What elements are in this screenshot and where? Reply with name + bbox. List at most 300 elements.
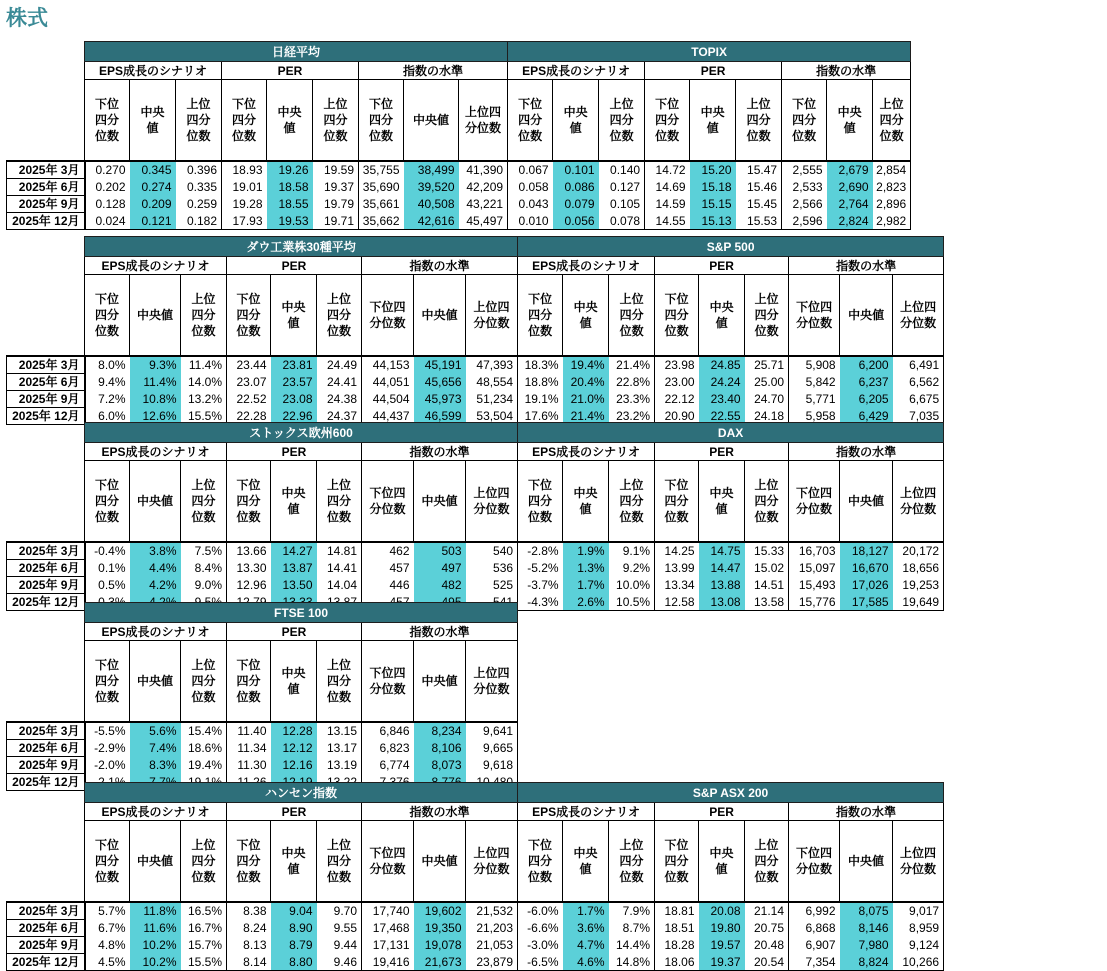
dow-cell: 44,504 bbox=[372, 392, 410, 406]
dax-per-lower_q-header: 下位四分位数 bbox=[655, 461, 699, 543]
stoxx-cell: 14.27 bbox=[271, 542, 317, 560]
dow-cell: 24.37 bbox=[317, 408, 362, 425]
dax-cell: -2.8% bbox=[518, 542, 563, 560]
dow-cell: 6.0% bbox=[85, 408, 130, 425]
hangseng-cell: 8.14 bbox=[227, 954, 271, 971]
topix-cell: 14.72 bbox=[645, 161, 690, 179]
asx-cell: 20.08 bbox=[699, 902, 745, 920]
ftse-group-index: 指数の水準 bbox=[362, 623, 518, 641]
table-row bbox=[7, 577, 944, 594]
hangseng-cell: 9.55 bbox=[317, 920, 362, 937]
nikkei-cell: 0.274 bbox=[130, 179, 176, 196]
dow-index-lower_q-header: 下位四分位数 bbox=[362, 275, 414, 357]
sp500-cell: 21.4% bbox=[609, 356, 655, 374]
stoxx-cell: 13.66 bbox=[227, 542, 271, 560]
topix-cell: 15.15 bbox=[690, 196, 736, 213]
dow-group-per: PER bbox=[227, 257, 362, 275]
stoxx-eps-lower_q-header: 下位四分位数 bbox=[85, 461, 130, 543]
nikkei-cell: 35,661 bbox=[362, 197, 400, 211]
asx-cell: 18.06 bbox=[655, 954, 699, 971]
ftse-cell: 8,234 bbox=[414, 722, 466, 740]
dax-cell: 12.58 bbox=[655, 594, 699, 611]
asx-title: S&P ASX 200 bbox=[518, 783, 944, 803]
dow-cell: 23.81 bbox=[271, 356, 317, 374]
asx-cell: 3.6% bbox=[563, 920, 609, 937]
dax-cell: 19,253 bbox=[893, 577, 944, 594]
stoxx-cell: 482 bbox=[414, 577, 466, 594]
asx-per-upper_q-header: 上位四分位数 bbox=[745, 821, 789, 903]
dow-cell: 44,051 bbox=[372, 375, 410, 389]
topix-cell: 14.55 bbox=[645, 213, 690, 230]
dow-group-index: 指数の水準 bbox=[362, 257, 518, 275]
topix-cell: 0.010 bbox=[508, 213, 553, 230]
hangseng-cell: 11.8% bbox=[130, 902, 181, 920]
asx-cell: 19.57 bbox=[699, 937, 745, 954]
ftse-cell: 9,641 bbox=[466, 722, 518, 740]
dax-cell: 1.3% bbox=[563, 560, 609, 577]
topix-cell: 2,596 bbox=[782, 213, 827, 230]
hangseng-cell: 19,602 bbox=[414, 902, 466, 920]
hangseng-index-median-header: 中央値 bbox=[414, 821, 466, 903]
sp500-cell: 20.4% bbox=[563, 374, 609, 391]
stoxx-cell: 4.4% bbox=[130, 560, 181, 577]
sp500-cell: 6,200 bbox=[840, 356, 893, 374]
table-row bbox=[7, 391, 944, 408]
dax-cell: 18,656 bbox=[893, 560, 944, 577]
table-row bbox=[7, 560, 944, 577]
sp500-cell: 25.71 bbox=[745, 356, 789, 374]
hangseng-cell: 9.44 bbox=[317, 937, 362, 954]
table-row bbox=[7, 740, 518, 757]
sp500-cell: 24.70 bbox=[745, 391, 789, 408]
asx-cell: 20.75 bbox=[745, 920, 789, 937]
dow-cell: 45,656 bbox=[414, 374, 466, 391]
stoxx-cell: 13.30 bbox=[236, 561, 267, 575]
topix-title: TOPIX bbox=[508, 42, 911, 62]
ftse-group-eps: EPS成長のシナリオ bbox=[85, 623, 227, 641]
sp500-cell: 5,771 bbox=[805, 392, 836, 406]
sp500-group-per: PER bbox=[655, 257, 789, 275]
dax-group-index: 指数の水準 bbox=[789, 443, 944, 461]
dow-cell: 23.44 bbox=[227, 356, 271, 374]
hangseng-cell: 8.13 bbox=[243, 938, 267, 952]
dax-cell: -3.7% bbox=[518, 577, 563, 594]
sp500-index-lower_q-header: 下位四分位数 bbox=[789, 275, 840, 357]
topix-index-median-header: 中央値 bbox=[827, 80, 873, 162]
dow-cell: 46,599 bbox=[414, 408, 466, 425]
topix-cell: 0.056 bbox=[553, 213, 599, 230]
hangseng-group-eps: EPS成長のシナリオ bbox=[85, 803, 227, 821]
asx-cell: 8,146 bbox=[840, 920, 893, 937]
nikkei-cell: 19.59 bbox=[313, 161, 359, 179]
row-label: 2025年 6月 bbox=[7, 740, 85, 757]
table-row bbox=[7, 920, 944, 937]
topix-cell: 2,690 bbox=[827, 179, 873, 196]
hangseng-cell: 17,468 bbox=[372, 921, 410, 935]
hangseng-cell: 8.90 bbox=[271, 920, 317, 937]
stoxx-cell: -0.4% bbox=[85, 542, 130, 560]
sp500-eps-lower_q-header: 下位四分位数 bbox=[518, 275, 563, 357]
hangseng-cell: 19,078 bbox=[414, 937, 466, 954]
dax-cell: 17,026 bbox=[840, 577, 893, 594]
hangseng-cell: 19,416 bbox=[362, 954, 414, 971]
stoxx-cell: 457 bbox=[389, 561, 410, 575]
asx-cell: -6.6% bbox=[518, 920, 563, 937]
asx-index-median-header: 中央値 bbox=[840, 821, 893, 903]
stoxx-cell: 446 bbox=[389, 578, 410, 592]
dax-eps-lower_q-header: 下位四分位数 bbox=[518, 461, 563, 543]
stoxx-cell: 525 bbox=[466, 577, 518, 594]
sp500-cell: 23.2% bbox=[609, 408, 655, 425]
sp500-cell: 17.6% bbox=[518, 408, 563, 425]
nikkei-cell: 38,499 bbox=[404, 161, 459, 179]
dax-group-eps: EPS成長のシナリオ bbox=[518, 443, 655, 461]
sp500-index-median-header: 中央値 bbox=[840, 275, 893, 357]
ftse-index-lower_q-header: 下位四分位数 bbox=[362, 641, 414, 723]
topix-per-lower_q-header: 下位四分位数 bbox=[645, 80, 690, 162]
sp500-cell: 23.3% bbox=[609, 391, 655, 408]
hangseng-cell: 9.46 bbox=[317, 954, 362, 971]
nikkei-cell: 19.53 bbox=[267, 213, 313, 230]
row-label: 2025年 12月 bbox=[7, 594, 85, 611]
asx-cell: 8,824 bbox=[840, 954, 893, 971]
corner-blank bbox=[7, 603, 85, 623]
corner-blank bbox=[7, 423, 85, 443]
asx-eps-lower_q-header: 下位四分位数 bbox=[518, 821, 563, 903]
stoxx-title: ストックス欧州600 bbox=[85, 423, 518, 443]
nikkei-per-lower_q-header: 下位四分位数 bbox=[222, 80, 267, 162]
topix-per-upper_q-header: 上位四分位数 bbox=[736, 80, 782, 162]
nikkei-per-upper_q-header: 上位四分位数 bbox=[313, 80, 359, 162]
nikkei-cell: 40,508 bbox=[404, 196, 459, 213]
dax-per-median-header: 中央値 bbox=[699, 461, 745, 543]
hangseng-cell: 10.2% bbox=[130, 954, 181, 971]
nikkei-cell: 17.93 bbox=[222, 213, 267, 230]
dow-cell: 23.57 bbox=[271, 374, 317, 391]
nikkei-cell: 18.55 bbox=[267, 196, 313, 213]
asx-cell: -6.0% bbox=[518, 902, 563, 920]
topix-cell: 2,896 bbox=[873, 196, 911, 213]
topix-cell: 15.13 bbox=[690, 213, 736, 230]
dax-cell: 16,703 bbox=[789, 542, 840, 560]
row-label: 2025年 12月 bbox=[7, 213, 85, 230]
ftse-cell: 13.19 bbox=[317, 757, 362, 774]
corner-blank bbox=[7, 623, 85, 641]
dax-cell: 14.51 bbox=[745, 577, 789, 594]
dax-cell: -5.2% bbox=[518, 560, 563, 577]
dax-cell: 15,493 bbox=[798, 578, 836, 592]
row-label: 2025年 12月 bbox=[7, 774, 85, 791]
nikkei-cell: 41,390 bbox=[459, 161, 508, 179]
nikkei-cell: 19.79 bbox=[313, 196, 359, 213]
dow-cell: 9.4% bbox=[98, 375, 126, 389]
topix-cell: 0.067 bbox=[508, 161, 553, 179]
topix-cell: 2,533 bbox=[792, 180, 823, 194]
ftse-cell: 13.15 bbox=[317, 722, 362, 740]
nikkei-per-median-header: 中央値 bbox=[267, 80, 313, 162]
ftse-eps-median-header: 中央値 bbox=[130, 641, 181, 723]
sp500-title: S&P 500 bbox=[518, 237, 944, 257]
asx-group-index: 指数の水準 bbox=[789, 803, 944, 821]
dax-cell: 15.33 bbox=[745, 542, 789, 560]
ftse-cell: -2.9% bbox=[94, 741, 126, 755]
dax-cell: 14.75 bbox=[699, 542, 745, 560]
topix-index-upper_q-header: 上位四分位数 bbox=[873, 80, 911, 162]
nikkei-eps-lower_q-header: 下位四分位数 bbox=[85, 80, 130, 162]
dax-cell: 1.7% bbox=[563, 577, 609, 594]
dax-cell: 18,127 bbox=[840, 542, 893, 560]
sp500-group-eps: EPS成長のシナリオ bbox=[518, 257, 655, 275]
hangseng-cell: 9.04 bbox=[271, 902, 317, 920]
row-label: 2025年 6月 bbox=[7, 920, 85, 937]
ftse-cell: -5.5% bbox=[85, 722, 130, 740]
ftse-group-per: PER bbox=[227, 623, 362, 641]
topix-cell: 2,982 bbox=[873, 213, 911, 230]
nikkei-cell: 0.121 bbox=[130, 213, 176, 230]
hangseng-index-upper_q-header: 上位四分位数 bbox=[466, 821, 518, 903]
hangseng-cell: 23,879 bbox=[466, 954, 518, 971]
topix-cell: 15.47 bbox=[736, 161, 782, 179]
dax-title: DAX bbox=[518, 423, 944, 443]
asx-cell: 7,980 bbox=[840, 937, 893, 954]
nikkei-cell: 0.182 bbox=[176, 213, 222, 230]
table-row bbox=[7, 902, 944, 920]
dow-cell: 11.4% bbox=[130, 374, 181, 391]
ftse-cell: 9,618 bbox=[466, 757, 518, 774]
stoxx-group-eps: EPS成長のシナリオ bbox=[85, 443, 227, 461]
hangseng-cell: 4.8% bbox=[98, 938, 126, 952]
table-row bbox=[7, 196, 911, 213]
sp500-cell: 6,491 bbox=[893, 356, 944, 374]
ftse-cell: 9,665 bbox=[466, 740, 518, 757]
topix-cell: 15.45 bbox=[736, 196, 782, 213]
dow-cell: 45,191 bbox=[414, 356, 466, 374]
topix-cell: 14.59 bbox=[655, 197, 686, 211]
asx-cell: 8.7% bbox=[609, 920, 655, 937]
hangseng-eps-lower_q-header: 下位四分位数 bbox=[85, 821, 130, 903]
sp500-cell: 7,035 bbox=[893, 408, 944, 425]
sp500-cell: 19.1% bbox=[518, 391, 563, 408]
sp500-cell: 6,237 bbox=[840, 374, 893, 391]
stoxx-cell: 9.0% bbox=[181, 577, 227, 594]
ftse-cell: 6,823 bbox=[379, 741, 410, 755]
asx-eps-upper_q-header: 上位四分位数 bbox=[609, 821, 655, 903]
nikkei-cell: 42,616 bbox=[404, 213, 459, 230]
nikkei-index-upper_q-header: 上位四分位数 bbox=[459, 80, 508, 162]
topix-group-per: PER bbox=[645, 62, 782, 80]
row-label: 2025年 12月 bbox=[7, 408, 85, 425]
topix-cell: 15.53 bbox=[736, 213, 782, 230]
nikkei-eps-upper_q-header: 上位四分位数 bbox=[176, 80, 222, 162]
topix-cell: 2,854 bbox=[873, 161, 911, 179]
hangseng-cell: 15.5% bbox=[181, 954, 227, 971]
nikkei-group-per: PER bbox=[222, 62, 359, 80]
nikkei-index-median-header: 中央値 bbox=[404, 80, 459, 162]
ftse-eps-lower_q-header: 下位四分位数 bbox=[85, 641, 130, 723]
table-nikkei-topix bbox=[6, 41, 911, 230]
table-row bbox=[7, 542, 944, 560]
dow-cell: 15.5% bbox=[181, 408, 227, 425]
row-label: 2025年 9月 bbox=[7, 937, 85, 954]
ftse-cell: 18.6% bbox=[181, 740, 227, 757]
sp500-cell: 23.40 bbox=[699, 391, 745, 408]
nikkei-cell: 0.345 bbox=[130, 161, 176, 179]
stoxx-eps-median-header: 中央値 bbox=[130, 461, 181, 543]
dow-cell: 44,437 bbox=[362, 408, 414, 425]
ftse-cell: 6,846 bbox=[362, 722, 414, 740]
hangseng-cell: 16.7% bbox=[181, 920, 227, 937]
ftse-per-upper_q-header: 上位四分位数 bbox=[317, 641, 362, 723]
sp500-cell: 24.18 bbox=[745, 408, 789, 425]
table-row bbox=[7, 356, 944, 374]
dax-cell: 13.34 bbox=[664, 578, 695, 592]
ftse-cell: 12.28 bbox=[271, 722, 317, 740]
asx-cell: 18.51 bbox=[664, 921, 695, 935]
hangseng-cell: 8.80 bbox=[271, 954, 317, 971]
nikkei-group-index: 指数の水準 bbox=[359, 62, 508, 80]
dax-eps-upper_q-header: 上位四分位数 bbox=[609, 461, 655, 543]
stoxx-cell: 13.50 bbox=[271, 577, 317, 594]
ftse-cell: 8.3% bbox=[130, 757, 181, 774]
corner-blank bbox=[7, 641, 85, 723]
dow-title: ダウ工業株30種平均 bbox=[85, 237, 518, 257]
sp500-cell: 19.4% bbox=[563, 356, 609, 374]
nikkei-cell: 0.270 bbox=[85, 161, 130, 179]
row-label: 2025年 12月 bbox=[7, 954, 85, 971]
dax-cell: 14.47 bbox=[699, 560, 745, 577]
table-dow-sp500 bbox=[6, 236, 944, 425]
ftse-cell: -2.0% bbox=[94, 758, 126, 772]
dow-cell: 22.96 bbox=[271, 408, 317, 425]
nikkei-cell: 0.024 bbox=[85, 213, 130, 230]
sp500-cell: 24.24 bbox=[699, 374, 745, 391]
dax-cell: 9.1% bbox=[609, 542, 655, 560]
dow-eps-median-header: 中央値 bbox=[130, 275, 181, 357]
hangseng-index-lower_q-header: 下位四分位数 bbox=[362, 821, 414, 903]
dow-cell: 22.52 bbox=[236, 392, 267, 406]
dow-cell: 10.8% bbox=[130, 391, 181, 408]
asx-cell: 7.9% bbox=[609, 902, 655, 920]
table-row bbox=[7, 954, 944, 971]
asx-index-lower_q-header: 下位四分位数 bbox=[789, 821, 840, 903]
stoxx-cell: 0.1% bbox=[98, 561, 126, 575]
table-hangseng-asx bbox=[6, 782, 944, 971]
stoxx-cell: 497 bbox=[414, 560, 466, 577]
nikkei-cell: 19.37 bbox=[313, 179, 359, 196]
sp500-group-index: 指数の水準 bbox=[789, 257, 944, 275]
nikkei-group-eps: EPS成長のシナリオ bbox=[85, 62, 222, 80]
sp500-cell: 5,958 bbox=[789, 408, 840, 425]
nikkei-cell: 19.71 bbox=[313, 213, 359, 230]
dow-index-upper_q-header: 上位四分位数 bbox=[466, 275, 518, 357]
corner-blank bbox=[7, 803, 85, 821]
asx-per-lower_q-header: 下位四分位数 bbox=[655, 821, 699, 903]
dax-index-lower_q-header: 下位四分位数 bbox=[789, 461, 840, 543]
stoxx-cell: 14.81 bbox=[317, 542, 362, 560]
table-row bbox=[7, 179, 911, 196]
topix-cell: 15.18 bbox=[690, 179, 736, 196]
dax-per-upper_q-header: 上位四分位数 bbox=[745, 461, 789, 543]
ftse-cell: 15.4% bbox=[181, 722, 227, 740]
dax-cell: 16,670 bbox=[840, 560, 893, 577]
table-row bbox=[7, 722, 518, 740]
dax-group-per: PER bbox=[655, 443, 789, 461]
hangseng-cell: 17,131 bbox=[372, 938, 410, 952]
row-label: 2025年 9月 bbox=[7, 577, 85, 594]
dax-index-median-header: 中央値 bbox=[840, 461, 893, 543]
stoxx-cell: 4.2% bbox=[130, 577, 181, 594]
dow-cell: 51,234 bbox=[466, 391, 518, 408]
asx-cell: 20.48 bbox=[745, 937, 789, 954]
ftse-cell: 6,774 bbox=[379, 758, 410, 772]
dax-eps-median-header: 中央値 bbox=[563, 461, 609, 543]
dax-cell: -4.3% bbox=[518, 594, 563, 611]
nikkei-cell: 0.128 bbox=[95, 197, 126, 211]
table-row bbox=[7, 374, 944, 391]
table-ftse bbox=[6, 602, 518, 791]
ftse-cell: 8,106 bbox=[414, 740, 466, 757]
row-label: 2025年 6月 bbox=[7, 560, 85, 577]
asx-cell: 9,124 bbox=[893, 937, 944, 954]
sp500-cell: 6,675 bbox=[893, 391, 944, 408]
sp500-index-upper_q-header: 上位四分位数 bbox=[893, 275, 944, 357]
asx-cell: -3.0% bbox=[518, 937, 563, 954]
ftse-cell: 8,073 bbox=[414, 757, 466, 774]
asx-cell: 7,354 bbox=[789, 954, 840, 971]
dax-cell: 1.9% bbox=[563, 542, 609, 560]
topix-cell: 0.078 bbox=[599, 213, 645, 230]
asx-cell: 21.14 bbox=[745, 902, 789, 920]
asx-cell: 6,907 bbox=[805, 938, 836, 952]
stoxx-cell: 540 bbox=[466, 542, 518, 560]
dow-cell: 45,973 bbox=[414, 391, 466, 408]
asx-cell: 10,266 bbox=[893, 954, 944, 971]
ftse-index-upper_q-header: 上位四分位数 bbox=[466, 641, 518, 723]
hangseng-group-per: PER bbox=[227, 803, 362, 821]
topix-group-eps: EPS成長のシナリオ bbox=[508, 62, 645, 80]
dow-cell: 11.4% bbox=[181, 356, 227, 374]
asx-cell: 4.6% bbox=[563, 954, 609, 971]
row-label: 2025年 6月 bbox=[7, 374, 85, 391]
stoxx-cell: 12.96 bbox=[236, 578, 267, 592]
dow-cell: 44,153 bbox=[362, 356, 414, 374]
dax-cell: 10.5% bbox=[609, 594, 655, 611]
hangseng-cell: 9.70 bbox=[317, 902, 362, 920]
dow-cell: 7.2% bbox=[98, 392, 126, 406]
nikkei-cell: 19.26 bbox=[267, 161, 313, 179]
topix-cell: 2,566 bbox=[792, 197, 823, 211]
stoxx-per-lower_q-header: 下位四分位数 bbox=[227, 461, 271, 543]
dax-cell: 15,097 bbox=[798, 561, 836, 575]
stoxx-cell: 536 bbox=[466, 560, 518, 577]
dax-cell: 14.25 bbox=[655, 542, 699, 560]
topix-cell: 15.46 bbox=[736, 179, 782, 196]
hangseng-cell: 8.38 bbox=[227, 902, 271, 920]
dow-cell: 14.0% bbox=[181, 374, 227, 391]
nikkei-cell: 35,690 bbox=[362, 180, 400, 194]
stoxx-cell: 7.5% bbox=[181, 542, 227, 560]
dow-cell: 9.3% bbox=[130, 356, 181, 374]
corner-blank bbox=[7, 257, 85, 275]
dow-cell: 12.6% bbox=[130, 408, 181, 425]
sp500-cell: 20.90 bbox=[655, 408, 699, 425]
dow-cell: 22.28 bbox=[227, 408, 271, 425]
sp500-cell: 21.4% bbox=[563, 408, 609, 425]
hangseng-cell: 21,532 bbox=[466, 902, 518, 920]
sp500-cell: 18.8% bbox=[518, 374, 563, 391]
dow-cell: 53,504 bbox=[466, 408, 518, 425]
hangseng-cell: 8.79 bbox=[271, 937, 317, 954]
